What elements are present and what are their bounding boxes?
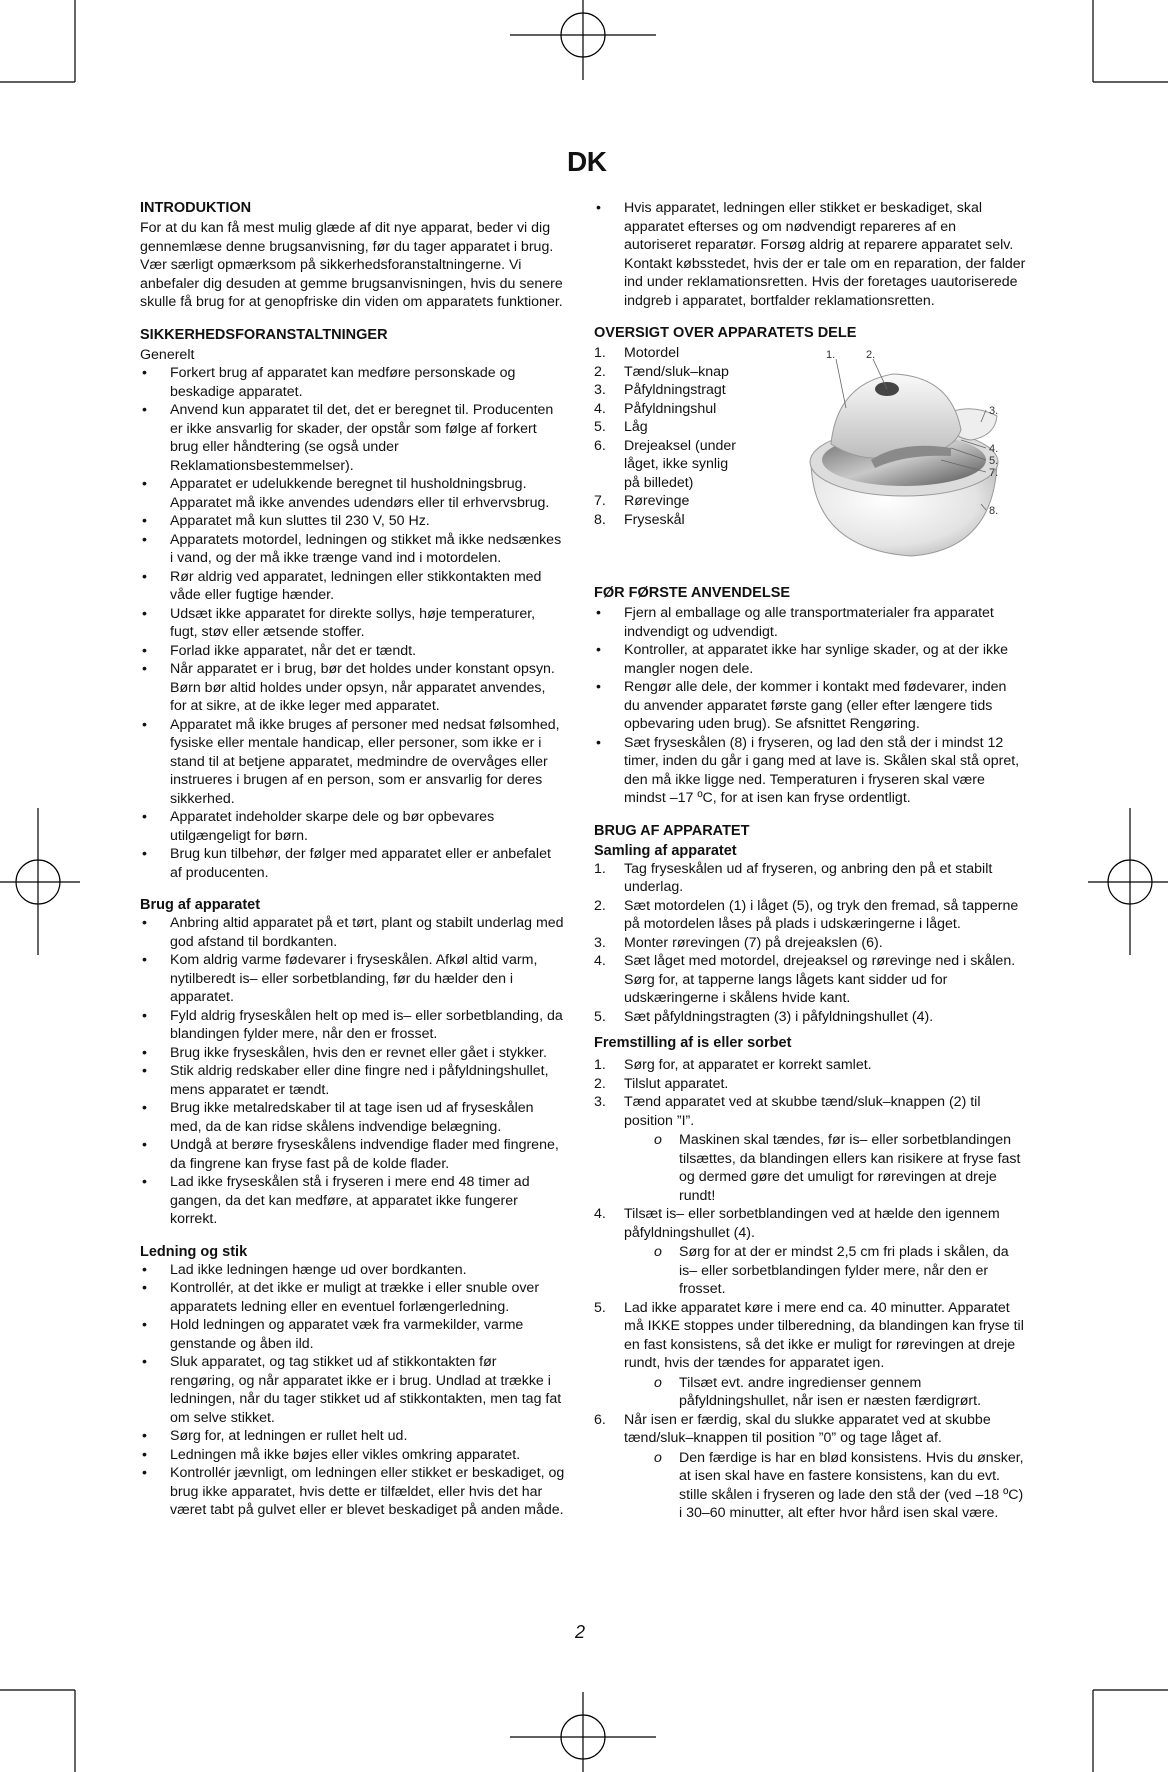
list-item: • Sluk apparatet, og tag stikket ud af stikkontakten før rengøring, og når apparatet ikke er i brug. Undlad at trække i ledningen, når du tager stikket ud af stikkontakten, men tag fat om selve stikket. (140, 1353, 565, 1427)
list-item: 4. Sæt låget med motordel, drejeaksel og rørevinge ned i skålen. Sørg for, at tapperne langs lågets kant sidder ud for udskæringerne i skålens hvide kant. (594, 953, 1016, 1006)
ice-cream-maker-illustration (801, 344, 1026, 569)
figure-label: 5. (989, 455, 999, 467)
list-item: • Fjern al emballage og alle transportmaterialer fra apparatet indvendigt og udvendigt. (594, 604, 1026, 641)
cord-list (140, 1261, 565, 1520)
list-item: 3. Påfyldningstragt (594, 382, 726, 398)
list-item: • Udsæt ikke apparatet for direkte sollys, høje temperaturer, fugt, støv eller ætsende stoffer. (140, 605, 565, 642)
parts-list (594, 344, 744, 529)
list-item: 2. Tænd/sluk–knap (594, 363, 729, 380)
intro-section (140, 199, 565, 312)
list-item: • Forlad ikke apparatet, når det er tændt. (140, 642, 565, 661)
safety-list (140, 364, 565, 882)
first-use-section (594, 584, 1026, 808)
list-item: 2. Sæt motordelen (1) i låget (5), og tryk den fremad, så tapperne på motordelen låses på plads i udskæringerne i låget. (594, 897, 1019, 932)
list-item: • Brug ikke fryseskålen, hvis den er revnet eller gået i stykker. (140, 1044, 565, 1063)
list-item: 5. Lad ikke apparatet køre i mere end ca. 40 minutter. Apparatet må IKKE stoppes under tilberedning, da blandingen kan fryse til en fast konsistens, så det ikke er muligt for rørevingen at dreje rundt, hvis der tændes for apparatet igen. o Tilsæt evt. andre ingredienser gennem påfyldningshullet, når isen er næsten færdigrørt. (594, 1299, 1026, 1411)
safety-heading: SIKKERHEDSFORANSTALTNINGER (140, 326, 388, 343)
list-item: 3. Tænd apparatet ved at skubbe tænd/sluk–knappen (2) til position ”I”. o Maskinen skal tændes, før is– eller sorbetblandingen tilsættes, da blandingen ellers kan risikere at fryse fast og dermed gøre det umuligt for rørevingen at dreje rundt! (594, 1093, 1026, 1205)
list-item: 2. Tilslut apparatet. (594, 1075, 729, 1092)
assembly-list (594, 860, 1026, 1027)
list-item: • Undgå at berøre fryseskålens indvendige flader med fingrene, da fingrene kan fryse fast på de kolde flader. (140, 1136, 565, 1173)
right-column (594, 199, 1026, 1523)
note: o Sørg for at der er mindst 2,5 cm fri plads i skålen, da is– eller sorbetblandingen fylder mere, når den er frosset. (654, 1244, 1009, 1297)
list-item: 6. Når isen er færdig, skal du slukke apparatet ved at skubbe tænd/sluk–knappen til position ”0” og tage låget af. o Den færdige is har en blød konsistens. Hvis du ønsker, at isen skal have en fastere konsistens, kan du evt. stille skålen i fryseren og lade den stå der (ved –18 ºC) i 30–60 minutter, alt efter hvor hård isen skal være. (594, 1411, 1026, 1523)
left-column (140, 199, 565, 1520)
list-item: 5. Sæt påfyldningstragten (3) i påfyldningshullet (4). (594, 1008, 934, 1025)
usage-heading: Brug af apparatet (140, 897, 261, 913)
note: o Den færdige is har en blød konsistens. Hvis du ønsker, at isen skal have en fastere konsistens, kan du evt. stille skålen i fryseren og lade den stå der (ved –18 ºC) i 30–60 minutter, alt efter hvor hård isen skal være. (654, 1449, 1024, 1521)
usage-list (140, 914, 565, 1229)
list-item: • Anvend kun apparatet til det, det er beregnet til. Producenten er ikke ansvarlig for skader, der opstår som følge af forkert brug eller håndtering (se også under Reklamationsbestemmelser). (140, 401, 565, 475)
safety-section (140, 326, 565, 883)
list-item: • Apparatet indeholder skarpe dele og bør opbevares utilgængeligt for børn. (140, 808, 565, 845)
list-item: • Brug ikke metalredskaber til at tage isen ud af fryseskålen med, da de kan ridse skålens indvendige belægning. (140, 1099, 565, 1136)
figure-label: 2. (866, 349, 876, 361)
assembly-heading: Samling af apparatet (594, 842, 737, 859)
list-item: • Rør aldrig ved apparatet, ledningen eller stikkontakten med våde eller fugtige hænder. (140, 568, 565, 605)
list-item: • Kontroller, at apparatet ikke har synlige skader, og at der ikke mangler nogen dele. (594, 641, 1026, 678)
list-item: 6. Drejeaksel (under låget, ikke synlig på billedet) (594, 437, 736, 491)
repair-list (594, 199, 1026, 310)
list-item: 4. Tilsæt is– eller sorbetblandingen ved at hælde den igennem påfyldningshullet (4). o Sørg for at der er mindst 2,5 cm fri plads i skålen, da is– eller sorbetblandingen fylder mere, når den er frosset. (594, 1205, 1026, 1299)
making-list (594, 1056, 1026, 1523)
use-section (594, 822, 1026, 1523)
figure-label: 3. (989, 405, 999, 417)
list-item: • Når apparatet er i brug, bør det holdes under konstant opsyn. Børn bør altid holdes under opsyn, når apparatet anvendes, for at sikre, at de ikke leger med apparatet. (140, 660, 565, 716)
figure-label: 7. (989, 467, 999, 479)
list-item: • Anbring altid apparatet på et tørt, plant og stabilt underlag med god afstand til bordkanten. (140, 914, 565, 951)
page-number: 2 (575, 1622, 586, 1642)
list-item: • Lad ikke fryseskålen stå i fryseren i mere end 48 timer ad gangen, da det kan medføre, at apparatet ikke fungerer korrekt. (140, 1173, 565, 1229)
list-item: • Hvis apparatet, ledningen eller stikket er beskadiget, skal apparatet efterses og om nødvendigt repareres af en autoriseret reparatør. Forsøg aldrig at reparere apparatet selv. Kontakt købsstedet, hvis der er tale om en reparation, der falder ind under reklamationsretten. Hvis der foretages uautoriserede indgreb i apparatet, bortfalder reklamationsretten. (594, 199, 1026, 310)
cord-section (140, 1243, 565, 1520)
list-item: • Fyld aldrig fryseskålen helt op med is– eller sorbetblanding, da blandingen fylder mere, når den er frosset. (140, 1007, 565, 1044)
parts-section (594, 324, 1026, 529)
list-item: • Forkert brug af apparatet kan medføre personskade og beskadige apparatet. (140, 364, 565, 401)
list-item: • Stik aldrig redskaber eller dine fingre ned i påfyldningshullet, mens apparatet er tændt. (140, 1062, 565, 1099)
language-tag: DK (567, 146, 607, 177)
usage-section (140, 896, 565, 1229)
figure-label: 8. (989, 505, 999, 517)
list-item: • Apparatets motordel, ledningen og stikket må ikke nedsænkes i vand, og der må ikke trænge vand ind i motordelen. (140, 531, 565, 568)
note: o Maskinen skal tændes, før is– eller sorbetblandingen tilsættes, da blandingen ellers kan risikere at fryse fast og dermed gøre det umuligt for rørevingen at dreje rundt! (654, 1132, 1021, 1204)
making-heading: Fremstilling af is eller sorbet (594, 1035, 792, 1051)
list-item: • Brug kun tilbehør, der følger med apparatet eller er anbefalet af producenten. (140, 845, 565, 882)
list-item: • Sørg for, at ledningen er rullet helt ud. (140, 1427, 565, 1446)
figure-label: 4. (989, 443, 999, 455)
list-item: 1. Motordel (594, 345, 680, 361)
list-item: • Apparatet er udelukkende beregnet til husholdningsbrug. Apparatet må ikke anvendes udendørs eller til erhvervsbrug. (140, 475, 565, 512)
list-item: • Sæt fryseskålen (8) i fryseren, og lad den stå der i mindst 12 timer, inden du går i gang med at lave is. Skålen skal stå opret, den må ikke ligge ned. Temperaturen i fryseren skal være mindst –17 ºC, for at isen kan fryse ordentligt. (594, 734, 1026, 808)
list-item: 4. Påfyldningshul (594, 400, 717, 417)
list-item: • Kontrollér, at det ikke er muligt at trække i eller snuble over apparatets ledning eller en eventuel forlængerledning. (140, 1279, 565, 1316)
list-item: 8. Fryseskål (594, 511, 685, 528)
list-item: 1. Sørg for, at apparatet er korrekt samlet. (594, 1057, 872, 1073)
list-item: • Apparatet må ikke bruges af personer med nedsat følsomhed, fysiske eller mentale handicap, eller personer, som ikke er i stand til at betjene apparatet, medmindre de overvåges eller instrueres i brugen af en person, som er ansvarlig for deres sikkerhed. (140, 716, 565, 809)
cord-heading: Ledning og stik (140, 1243, 248, 1260)
list-item: 3. Monter rørevingen (7) på drejeakslen (6). (594, 934, 883, 951)
intro-heading: INTRODUKTION (140, 200, 252, 216)
note: o Tilsæt evt. andre ingredienser gennem påfyldningshullet, når isen er næsten færdigrørt. (654, 1374, 982, 1409)
first-use-list (594, 604, 1026, 808)
parts-heading: OVERSIGT OVER APPARATETS DELE (594, 325, 857, 341)
list-item: 7. Rørevinge (594, 493, 690, 509)
safety-subheading: Generelt (140, 346, 195, 363)
list-item: • Apparatet må kun sluttes til 230 V, 50 Hz. (140, 512, 565, 531)
first-use-heading: FØR FØRSTE ANVENDELSE (594, 585, 791, 601)
list-item: • Rengør alle dele, der kommer i kontakt med fødevarer, inden du anvender apparatet første gang (eller efter længere tids opbevaring uden brug). Se afsnittet Rengøring. (594, 678, 1026, 734)
figure-label: 1. (826, 349, 836, 361)
list-item: 5. Låg (594, 419, 648, 435)
use-heading: BRUG AF APPARATET (594, 822, 750, 839)
list-item: • Lad ikke ledningen hænge ud over bordkanten. (140, 1261, 565, 1280)
list-item: • Ledningen må ikke bøjes eller vikles omkring apparatet. (140, 1446, 565, 1465)
list-item: • Kontrollér jævnligt, om ledningen eller stikket er beskadiget, og brug ikke apparatet, hvis dette er tilfældet, eller hvis det har været tabt på gulvet eller er blevet beskadiget på anden måde. (140, 1464, 565, 1520)
intro-text: For at du kan få mest mulig glæde af dit nye apparat, beder vi dig gennemlæse denne brugsanvisning, før du tager apparatet i brug. Vær særligt opmærksom på sikkerhedsforanstaltningerne. Vi anbefaler dig desuden at gemme brugsanvisningen, hvis du senere skulle få brug for at genopfriske din viden om apparatets funktioner. (140, 220, 563, 310)
list-item: • Hold ledningen og apparatet væk fra varmekilder, varme genstande og åben ild. (140, 1316, 565, 1353)
list-item: 1. Tag fryseskålen ud af fryseren, og anbring den på et stabilt underlag. (594, 860, 993, 895)
list-item: • Kom aldrig varme fødevarer i fryseskålen. Afkøl altid varm, nytilberedt is– eller sorbetblanding, før du hælder den i apparatet. (140, 951, 565, 1007)
